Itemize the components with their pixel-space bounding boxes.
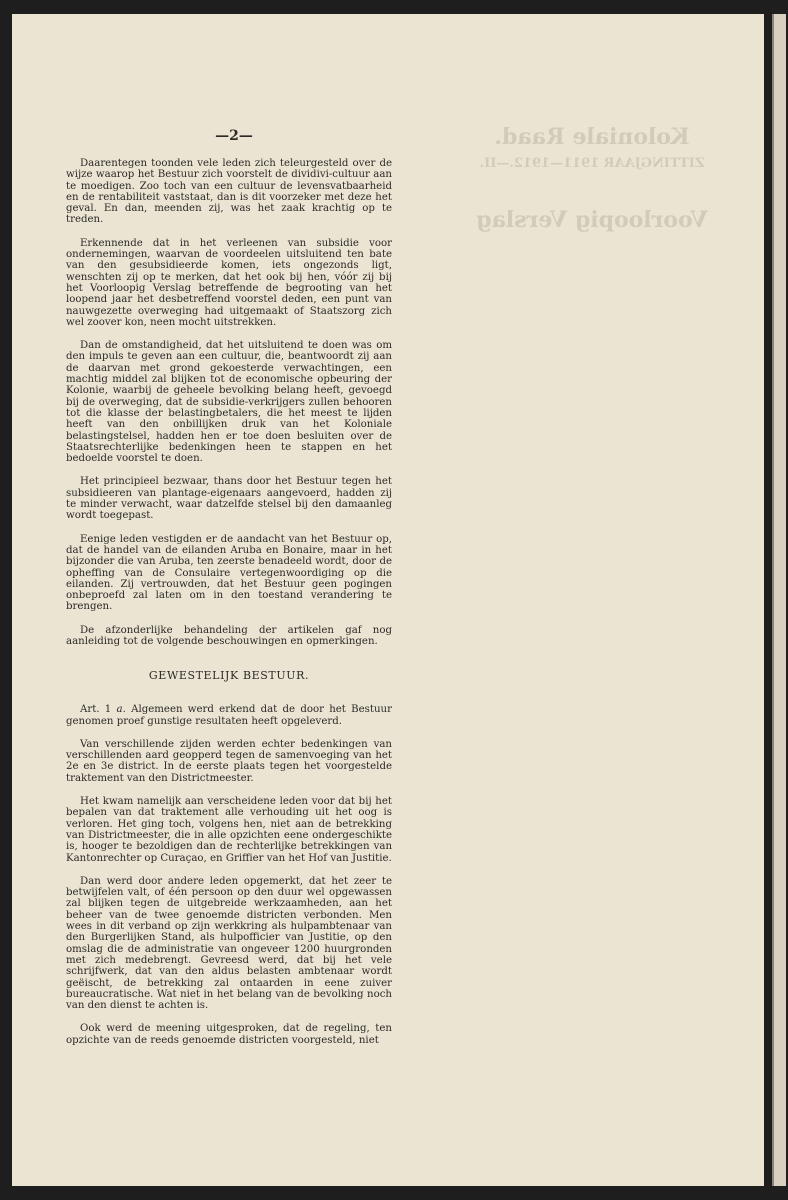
paragraph-9: Dan werd door andere leden opgemerkt, dat het zeer te betwijfelen valt, of één persoon op den duur wel opgewassen zal blijken tegen de uitgebreide werkzaamheden, aan het beheer van de twee genoemde districten verbonden. Men wees in dit verband op zijn werkkring als hulpambtenaar van den Burgerlijken Stand, als hulpofficier van Justitie, op den omslag die de administratie van ongeveer 1200 huurgronden met zich medebrengt. Gevreesd werd, dat bij het vele schrijfwerk, dat van den aldus belasten ambtenaar wordt geëischt, de betrekking zal ontaarden in eene zuiver bureaucratische. Wat niet in het belang van de bevolking noch van den dienst te achten is. — [66, 875, 392, 1012]
paragraph-10: Ook werd de meening uitgesproken, dat de regeling, ten opzichte van de reeds genoemde districten voorgesteld, niet — [66, 1023, 392, 1046]
bleed-through-line-1: Koloniale Raad. — [494, 124, 690, 150]
article-text: Algemeen werd erkend dat de door het Bestuur genomen proef gunstige resultaten heeft opgeleverd. — [66, 704, 392, 727]
document-page — [12, 14, 764, 1186]
paragraph-4: Het principieel bezwaar, thans door het Bestuur tegen het subsidieeren van plantage-eigenaars aangevoerd, hadden zij te minder verwacht, waar datzelfde stelsel bij den damaanleg wordt toegepast. — [66, 476, 392, 522]
article-label-letter: a. — [116, 704, 126, 716]
bleed-through-line-3: Voorloopig Verslag — [476, 207, 708, 233]
paragraph-5: Eenige leden vestigden er de aandacht van het Bestuur op, dat de handel van de eilanden Aruba en Bonaire, maar in het bijzonder die van Aruba, ten zeerste benadeeld wordt, door de opheffing van de Consulaire vertegenwoordiging op die eilanden. Zij vertrouwden, dat het Bestuur geen pogingen onbeproefd zal laten om in den toestand verandering te brengen. — [66, 533, 392, 613]
bleed-through-text — [432, 124, 752, 233]
article-paragraph — [66, 704, 392, 727]
article-label-prefix: Art. 1 — [80, 704, 117, 716]
paragraph-2: Erkennende dat in het verleenen van subsidie voor ondernemingen, waarvan de voordeelen uitsluitend ten bate van den gesubsidieerde komen, iets ongezonds ligt, wenschten zij op te merken, dat het ook bij hen, vóór zij bij het Voorloopig Verslag betreffende de begrooting van het loopend jaar het desbetreffend voorstel deden, een punt van nauwgezette overweging had uitgemaakt of Staatszorg zich wel zoover kon, neen mocht uitstrekken. — [66, 237, 392, 328]
page-number: —2— — [215, 128, 253, 144]
paragraph-3: Dan de omstandigheid, dat het uitsluitend te doen was om den impuls te geven aan een cultuur, die, beantwoordt zij aan de daarvan met grond gekoesterde verwachtingen, een machtig middel zal blijken tot de economische opbeuring der Kolonie, waarbij de geheele bevolking belang heeft, gevoegd bij de overweging, dat de subsidie-verkrijgers zullen behooren tot die klasse der belastingbetalers, die het meest te lijden heeft van den onbillijken druk van het Koloniale belastingstelsel, hadden hen er toe doen besluiten over de Staatsrechterlijke bedenkingen heen te stappen en het bedoelde voorstel te doen. — [66, 340, 392, 465]
paragraph-7: Van verschillende zijden werden echter bedenkingen van verschillenden aard geopperd tegen de samenvoeging van het 2e en 3e district. In de eerste plaats tegen het voorgestelde traktement van den Districtmeester. — [66, 738, 392, 784]
bleed-through-line-2: ZITTINGJAAR 1911—1912.—II. — [479, 156, 705, 171]
adjacent-page-edge — [772, 14, 786, 1186]
text-column — [66, 128, 392, 1058]
paragraph-1: Daarentegen toonden vele leden zich teleurgesteld over de wijze waarop het Bestuur zich voorstelt de dividivi-cultuur aan te moedigen. Zoo toch van een cultuur de levensvatbaarheid en de rentabiliteit vaststaat, dan is dit voorzeker met deze het geval. En dan, meenden zij, was het zaak krachtig op te treden. — [66, 158, 392, 226]
paragraph-8: Het kwam namelijk aan verscheidene leden voor dat bij het bepalen van dat traktement alle verhouding uit het oog is verloren. Het ging toch, volgens hen, niet aan de betrekking van Districtmeester, die in alle opzichten eene ondergeschikte is, hooger te bezoldigen dan de rechterlijke betrekkingen van Kantonrechter op Curaçao, en Griffier van het Hof van Justitie. — [66, 796, 392, 864]
section-heading: GEWESTELIJK BESTUUR. — [148, 669, 310, 683]
article-label — [80, 704, 126, 715]
paragraph-6: De afzonderlijke behandeling der artikelen gaf nog aanleiding tot de volgende beschouwingen en opmerkingen. — [66, 624, 392, 647]
